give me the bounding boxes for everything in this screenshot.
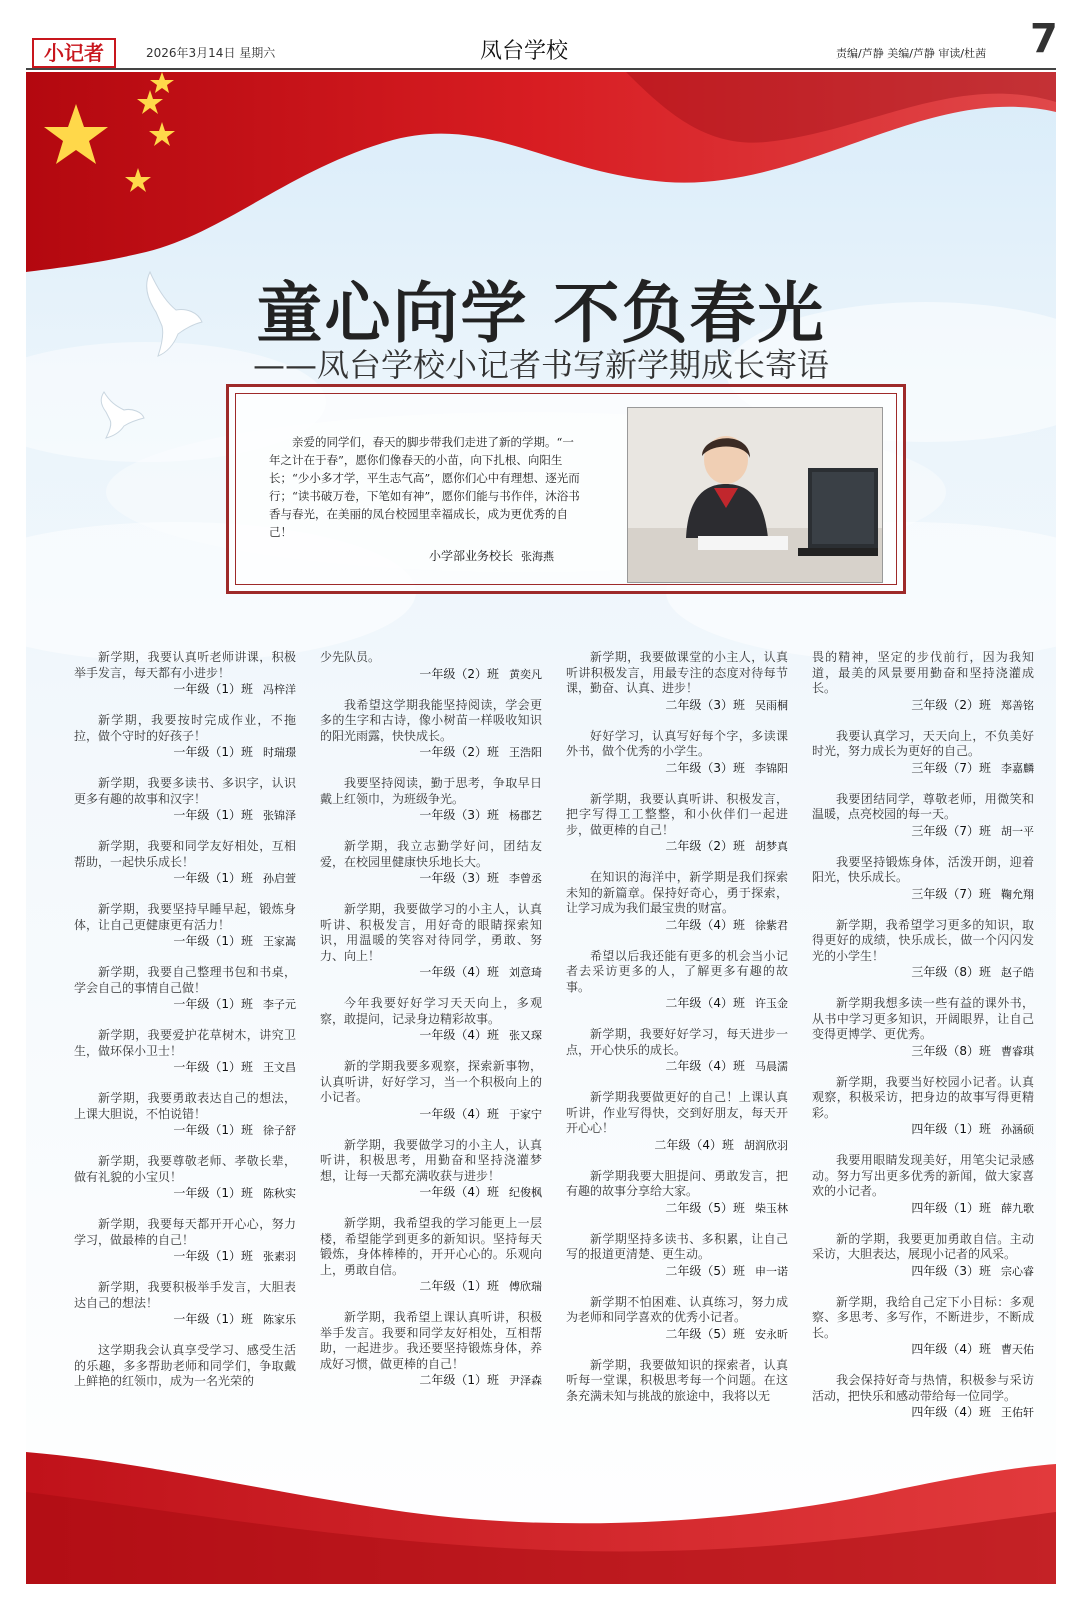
wish-signature: [74, 1311, 296, 1328]
student-name: 刘意琦: [509, 966, 542, 979]
section-title: 凤台学校: [480, 39, 569, 64]
header-divider: [26, 68, 1056, 70]
student-class: 二年级（4）班: [665, 1059, 745, 1073]
student-class: 一年级（1）班: [173, 1060, 253, 1074]
wish-text: 新学期，我立志勤学好问，团结友爱，在校园里健康快乐地长大。: [320, 839, 542, 869]
student-name: 黄奕凡: [509, 667, 542, 681]
student-class: 一年级（1）班: [173, 1312, 253, 1326]
student-name: 马晨濡: [755, 1060, 788, 1073]
student-name: 郑善铭: [1001, 698, 1034, 712]
page-header: [0, 0, 1080, 64]
wish-text: 希望以后我还能有更多的机会当小记者去采访更多的人，了解更多有趣的故事。: [566, 948, 788, 994]
wish-text: 我会保持好奇与热情，积极参与采访活动，把快乐和感动带给每一位同学。: [812, 1373, 1034, 1403]
student-name: 李子元: [263, 998, 296, 1011]
student-class: 一年级（4）班: [419, 1185, 499, 1199]
wish-text: 新学期，我要自己整理书包和书桌，学会自己的事情自己做！: [74, 965, 296, 995]
student-name: 尹泽森: [509, 1374, 542, 1387]
student-name: 李曾丞: [509, 872, 542, 885]
wish-signature: [566, 1263, 788, 1280]
student-name: 鞠允翔: [1001, 887, 1034, 901]
wish-text: 新学期，我给自己定下小目标：多观察、多思考、多写作，不断进步，不断成长。: [812, 1294, 1034, 1340]
student-name: 杨郡艺: [509, 809, 542, 822]
student-name: 柴玉林: [755, 1201, 788, 1215]
principal-signature: [429, 547, 554, 564]
wish-signature: [566, 995, 788, 1012]
student-name: 宗心睿: [1001, 1264, 1034, 1278]
student-name: 胡梦真: [755, 840, 788, 853]
student-class: 一年级（2）班: [419, 745, 499, 759]
principal-message: 亲爱的同学们，春天的脚步带我们走进了新的学期。“一年之计在于春”，愿你们像春天的小苗，向下扎根、向阳生长；“少小多才学，平生志气高”，愿你们心中有理想、逐光而行；“读书破万卷，下笔如有神”，愿你们能与书作伴，沐浴书香与春光，在美丽的凤台校园里幸福成长，成为更优秀的自己！: [269, 435, 580, 539]
wish-signature: [320, 807, 542, 824]
student-class: 三年级（8）班: [911, 965, 991, 979]
student-class: 二年级（4）班: [654, 1137, 734, 1152]
student-name: 曹睿琪: [1001, 1044, 1034, 1058]
wish-signature: [566, 760, 788, 777]
wish-text: 我希望这学期我能坚持阅读，学会更多的生字和古诗，像小树苗一样吸收知识的阳光雨露，快快成长。: [320, 697, 542, 743]
wish-text: 少先队员。: [320, 650, 381, 664]
wishes-columns: [74, 650, 1044, 1419]
wish-signature: [74, 744, 296, 761]
student-class: 三年级（7）班: [911, 760, 991, 775]
student-name: 孙涵硕: [1001, 1123, 1034, 1136]
column-3: [566, 650, 788, 1404]
wish-signature: [812, 697, 1034, 714]
wish-text: 新学期，我要爱护花草树木，讲究卫生，做环保小卫士！: [74, 1028, 296, 1058]
student-name: 曹天佑: [1001, 1343, 1034, 1356]
student-class: 一年级（1）班: [173, 1123, 253, 1137]
wish-text: 新学期，我要积极举手发言，大胆表达自己的想法！: [74, 1280, 296, 1310]
wish-signature: [320, 964, 542, 981]
wish-signature: [812, 1404, 1034, 1421]
student-class: 一年级（1）班: [173, 1249, 253, 1263]
wish-signature: [812, 886, 1034, 903]
wish-signature: [320, 1106, 542, 1123]
student-name: 薛九歌: [1001, 1201, 1034, 1215]
student-name: 许玉金: [755, 997, 788, 1010]
student-name: 王家嵩: [263, 935, 296, 948]
headline: 童心向学 不负春光: [256, 275, 826, 352]
subheadline: ——凤台学校小记者书写新学期成长寄语: [252, 346, 829, 384]
wish-text: 新学期，我要多读书、多识字，认识更多有趣的故事和汉字！: [74, 776, 296, 806]
student-name: 徐紫君: [755, 918, 788, 932]
column-4: [812, 650, 1034, 1436]
wish-text: 在知识的海洋中，新学期是我们探索未知的新篇章。保持好奇心，勇于探索，让学习成为我们最宝贵的财富。: [566, 870, 788, 915]
wish-text: 我要用眼睛发现美好，用笔尖记录感动。努力写出更多优秀的新闻，做大家喜欢的小记者。: [812, 1153, 1034, 1198]
wish-signature: [74, 996, 296, 1013]
student-name: 张素羽: [263, 1250, 296, 1263]
wish-text: 新学期，我希望我的学习能更上一层楼，希望能学到更多的新知识。坚持每天锻炼，身体棒棒的，开开心心的。乐观向上，勇敢自信。: [320, 1216, 542, 1277]
wish-signature: [812, 1263, 1034, 1280]
wish-signature: [812, 1121, 1034, 1138]
wish-signature: [566, 1200, 788, 1217]
student-name: 申一诺: [755, 1264, 788, 1278]
student-class: 三年级（2）班: [911, 697, 991, 712]
wish-text: 好好学习，认真写好每个字，多读课外书，做个优秀的小学生。: [566, 728, 788, 758]
student-class: 二年级（3）班: [665, 760, 745, 775]
student-name: 王文昌: [263, 1061, 296, 1074]
wish-text: 新学期，我要尊敬老师、孝敬长辈，做有礼貌的小宝贝！: [74, 1154, 296, 1184]
student-name: 陈家乐: [263, 1313, 296, 1326]
student-name: 李嘉麟: [1001, 761, 1034, 775]
student-class: 二年级（5）班: [665, 1326, 745, 1341]
wish-text: 新学期，我要认真听讲、积极发言，把字写得工工整整，和小伙伴们一起进步，做更棒的自己！: [566, 791, 788, 837]
student-class: 一年级（4）班: [419, 1106, 499, 1121]
wish-text: 新学期，我要认真听老师讲课，积极举手发言，每天都有小进步！: [74, 650, 296, 680]
wish-text: 这学期我会认真享受学习、感受生活的乐趣，多多帮助老师和同学们，争取戴上鲜艳的红领巾，成为一名光荣的: [74, 1343, 296, 1388]
student-class: 二年级（4）班: [665, 917, 745, 932]
wish-text: 新学期，我希望上课认真听讲，积极举手发言。我要和同学友好相处，互相帮助，一起进步。我还要坚持锻炼身体，养成好习惯，做更棒的自己！: [320, 1310, 542, 1371]
wish-text: 新学期我要大胆提问、勇敢发言，把有趣的故事分享给大家。: [566, 1168, 788, 1198]
wish-text: 我要认真学习，天天向上，不负美好时光，努力成长为更好的自己。: [812, 728, 1034, 758]
section-badge: 小记者: [32, 38, 116, 68]
student-class: 一年级（4）班: [419, 965, 499, 979]
wish-signature: [320, 1027, 542, 1044]
principal-title: 小学部业务校长: [429, 549, 514, 563]
student-class: 四年级（1）班: [911, 1122, 991, 1136]
student-name: 徐子舒: [263, 1124, 296, 1137]
wish-text: 新学期，我要做学习的小主人，认真听讲，积极思考，用勤奋和坚持浇灌梦想，让每一天都充满收获与进步！: [320, 1137, 542, 1183]
student-class: 一年级（1）班: [173, 871, 253, 885]
issue-date: 2026年3月14日 星期六: [146, 46, 276, 60]
student-class: 四年级（1）班: [911, 1200, 991, 1215]
student-class: 二年级（5）班: [665, 1200, 745, 1215]
wish-text: 新学期，我要做知识的探索者，认真听每一堂课，积极思考每一个问题。在这条充满未知与挑战的旅途中，我将以无: [566, 1357, 788, 1403]
student-name: 时瑞璟: [263, 746, 296, 759]
wish-text: 新学期，我要和同学友好相处，互相帮助，一起快乐成长！: [74, 839, 296, 869]
wish-text: 我要团结同学，尊敬老师，用微笑和温暖，点亮校园的每一天。: [812, 791, 1034, 821]
wish-signature: [74, 870, 296, 887]
wish-signature: [566, 1326, 788, 1343]
wish-signature: [566, 1058, 788, 1075]
student-name: 胡润欣羽: [744, 1138, 788, 1152]
wish-signature: [812, 760, 1034, 777]
wish-signature: [812, 823, 1034, 840]
column-1: [74, 650, 296, 1390]
banner-background: [26, 72, 1056, 1584]
student-name: 傅欣瑞: [509, 1280, 542, 1293]
student-name: 冯梓洋: [263, 683, 296, 696]
wish-signature: [74, 1122, 296, 1139]
student-class: 三年级（8）班: [911, 1043, 991, 1058]
student-name: 孙启萱: [263, 872, 296, 885]
student-class: 二年级（1）班: [419, 1279, 499, 1293]
student-class: 一年级（4）班: [419, 1028, 499, 1042]
wish-signature: [812, 1341, 1034, 1358]
wish-text: 我要坚持阅读，勤于思考，争取早日戴上红领巾，为班级争光。: [320, 776, 542, 806]
wish-text: 新学期坚持多读书、多积累，让自己写的报道更清楚、更生动。: [566, 1231, 788, 1261]
student-class: 一年级（1）班: [173, 682, 253, 696]
student-class: 四年级（3）班: [911, 1263, 991, 1278]
wish-signature: [320, 1184, 542, 1201]
student-class: 二年级（5）班: [665, 1263, 745, 1278]
student-name: 王浩阳: [509, 746, 542, 759]
column-2: [320, 650, 542, 1404]
wish-text: 新学期，我要坚持早睡早起，锻炼身体，让自己更健康更有活力！: [74, 902, 296, 932]
wish-text: 新学期我要做更好的自己！上课认真听讲，作业写得快，交到好朋友，每天开开心心！: [566, 1090, 788, 1135]
principal-photo: [627, 407, 883, 583]
editor-credits: 责编/芦静 美编/芦静 审读/杜茜: [836, 47, 987, 60]
wish-text: 新学期不怕困难、认真练习，努力成为老师和同学喜欢的优秀小记者。: [566, 1294, 788, 1324]
wish-signature: [566, 838, 788, 855]
wish-signature: [566, 917, 788, 934]
principal-name: 张海燕: [521, 550, 555, 563]
student-class: 一年级（1）班: [173, 808, 253, 822]
wish-text: 新学期，我要当好校园小记者。认真观察，积极采访，把身边的故事写得更精彩。: [812, 1074, 1034, 1120]
student-name: 张锦泽: [263, 809, 296, 822]
student-name: 赵子皓: [1001, 966, 1034, 979]
student-class: 四年级（4）班: [911, 1342, 991, 1356]
student-class: 一年级（3）班: [419, 808, 499, 822]
wish-signature: [74, 681, 296, 698]
wish-signature: [566, 697, 788, 714]
wish-text: 我要坚持锻炼身体，活泼开朗，迎着阳光，快乐成长。: [812, 854, 1034, 884]
wish-text: 新学期，我要做学习的小主人，认真听讲、积极发言，用好奇的眼睛探索知识，用温暖的笑容对待同学，勇敢、努力、向上！: [320, 902, 542, 963]
wish-signature: [812, 1200, 1034, 1217]
student-class: 二年级（1）班: [419, 1373, 499, 1387]
student-name: 李锦阳: [755, 761, 788, 775]
wish-text: 新的学期我要多观察，探索新事物，认真听讲，好好学习，当一个积极向上的小记者。: [320, 1059, 542, 1104]
student-class: 一年级（1）班: [173, 1186, 253, 1200]
student-class: 二年级（4）班: [665, 996, 745, 1010]
wish-signature: [566, 1137, 788, 1154]
wish-signature: [320, 1372, 542, 1389]
student-class: 三年级（7）班: [911, 886, 991, 901]
wish-text: 新学期，我要按时完成作业，不拖拉，做个守时的好孩子！: [74, 713, 296, 743]
wish-signature: [812, 964, 1034, 981]
wish-signature: [74, 1185, 296, 1202]
wish-text: 新学期，我要好好学习，每天进步一点，开心快乐的成长。: [566, 1027, 788, 1057]
wish-signature: [320, 1278, 542, 1295]
student-name: 陈秋实: [263, 1187, 296, 1200]
wish-signature: [74, 933, 296, 950]
student-name: 张又琛: [509, 1029, 542, 1042]
wish-text: 新学期，我要勇敢表达自己的想法，上课大胆说，不怕说错！: [74, 1091, 296, 1121]
student-class: 二年级（3）班: [665, 697, 745, 712]
wish-text: 畏的精神，坚定的步伐前行，因为我知道，最美的风景要用勤奋和坚持浇灌成长。: [812, 650, 1034, 695]
student-name: 安永昕: [755, 1327, 788, 1341]
student-name: 王佑轩: [1001, 1406, 1034, 1419]
wish-signature: [74, 807, 296, 824]
wish-signature: [74, 1248, 296, 1265]
wish-text: 新学期我想多读一些有益的课外书，从书中学习更多知识，开阔眼界，让自己变得更博学、更优秀。: [812, 996, 1034, 1041]
student-name: 吴雨桐: [755, 698, 788, 712]
student-name: 于家宁: [509, 1107, 542, 1121]
student-class: 二年级（2）班: [665, 839, 745, 853]
wish-text: 新学期，我要每天都开开心心，努力学习，做最棒的自己！: [74, 1217, 296, 1247]
student-name: 纪俊枫: [509, 1186, 542, 1199]
wish-signature: [320, 666, 542, 683]
student-class: 四年级（4）班: [911, 1405, 991, 1419]
student-class: 一年级（3）班: [419, 871, 499, 885]
student-class: 一年级（1）班: [173, 745, 253, 759]
principal-message-box: [226, 384, 906, 594]
wish-signature: [320, 870, 542, 887]
student-class: 一年级（1）班: [173, 934, 253, 948]
wish-signature: [320, 744, 542, 761]
wish-text: 新学期，我希望学习更多的知识，取得更好的成绩，快乐成长，做一个闪闪发光的小学生！: [812, 917, 1034, 963]
wish-text: 今年我要好好学习天天向上，多观察，敢提问，记录身边精彩故事。: [320, 996, 542, 1026]
page-number: 7: [1030, 16, 1058, 62]
wish-text: 新的学期，我要更加勇敢自信。主动采访，大胆表达，展现小记者的风采。: [812, 1231, 1034, 1261]
wish-text: 新学期，我要做课堂的小主人，认真听讲积极发言，用最专注的态度对待每节课，勤奋、认真、进步！: [566, 650, 788, 695]
wish-signature: [74, 1059, 296, 1076]
student-class: 三年级（7）班: [911, 823, 991, 838]
wish-signature: [812, 1043, 1034, 1060]
student-class: 一年级（2）班: [419, 666, 499, 681]
student-name: 胡一平: [1001, 824, 1034, 838]
student-class: 一年级（1）班: [173, 997, 253, 1011]
